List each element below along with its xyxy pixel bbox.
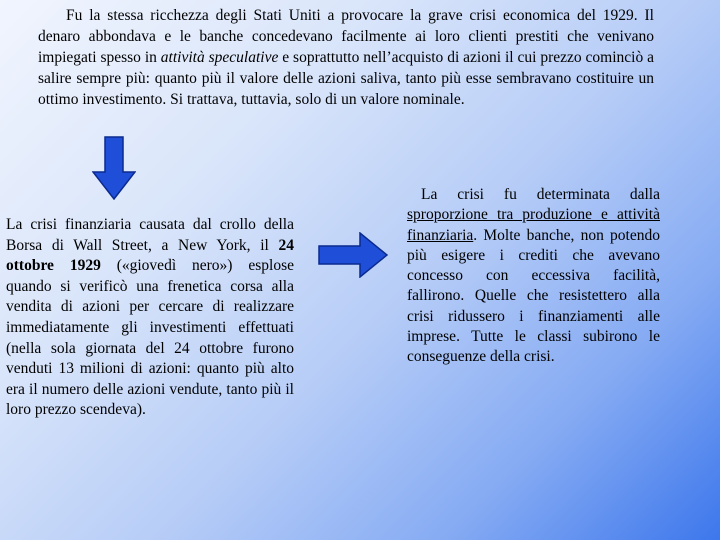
crisis-causes-paragraph [407, 185, 660, 368]
arrow-right-icon [318, 232, 388, 278]
crash-text-part1: La crisi finanziaria causata dal crollo della Borsa di Wall Street, a New York, il [6, 216, 294, 254]
intro-text-part2: e soprattutto nell’acquisto di azioni il cui prezzo cominciò a salire sempre più: quanto più il valore delle azioni saliva, tanto più esse sembravano costituire un ottimo investimento. Si trattava, tuttavia, solo di un valore nominale. [38, 49, 654, 108]
intro-text-part1: Fu la stessa ricchezza degli Stati Uniti a provocare la grave crisi economica del 1929. Il denaro abbondava e le banche concedevano facilmente ai loro clienti prestiti che venivano impiegati spesso in [38, 7, 654, 66]
causes-underlined: sproporzione tra produzione e attività finanziaria [407, 206, 660, 244]
causes-text-part2: . Molte banche, non potendo più esigere i crediti che avevano concesso con eccessiva facilità, fallirono. Quelle che resistettero alla crisi ridussero i finanziamenti alle imprese. Tutte le classi subirono le conseguenze della crisi. [407, 226, 660, 366]
crash-text-part2: («giovedì nero») esplose quando si verificò una frenetica corsa alla vendita di azioni per cercare di realizzare immediatamente gli investimenti effettuati (nella sola giornata del 24 ottobre furono venduti 13 milioni di azioni: quanto più alto era il numero delle azioni vendute, tanto più il loro prezzo scendeva). [6, 257, 294, 419]
arrow-right-shape [319, 233, 387, 277]
intro-paragraph [38, 5, 654, 110]
wall-street-crash-paragraph [6, 215, 294, 421]
arrow-down-shape [93, 137, 135, 199]
intro-emphasis: attività speculative [160, 49, 279, 66]
arrow-down-icon [92, 136, 136, 200]
crash-date: 24 ottobre 1929 [6, 236, 294, 275]
causes-text-part1: La crisi fu determinata dalla [421, 186, 660, 203]
